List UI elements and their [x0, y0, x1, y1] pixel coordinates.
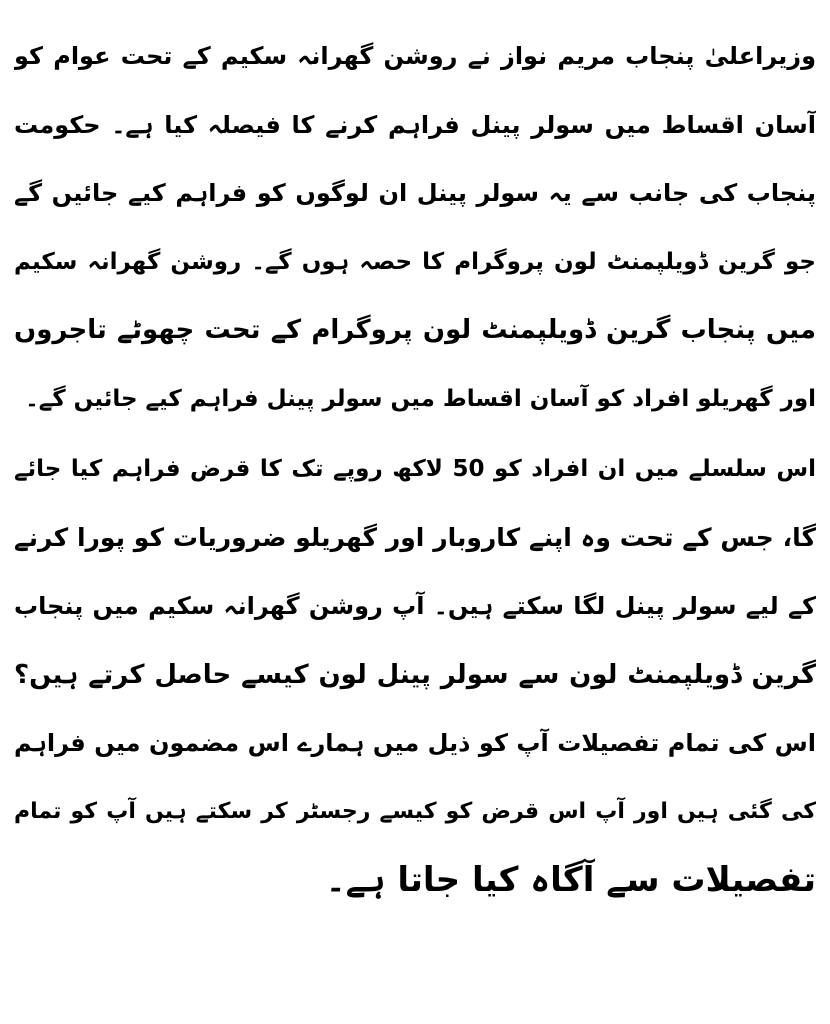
text-line: وزیراعلیٰ پنجاب مریم نواز نے روشن گھرانہ سکیم کے تحت عوام کو — [14, 42, 816, 70]
text-line: پنجاب کی جانب سے یہ سولر پینل ان لوگوں کو فراہم کیے جائیں گے — [14, 179, 816, 207]
text-line: جو گرین ڈویلپمنٹ لون پروگرام کا حصہ ہوں گے۔ روشن گھرانہ سکیم — [14, 248, 816, 275]
paragraph-2 — [14, 435, 816, 915]
text-line: میں پنجاب گرین ڈویلپمنٹ لون پروگرام کے تحت چھوٹے تاجروں — [14, 315, 816, 345]
text-line: تفصیلات سے آگاہ کیا جاتا ہے۔ — [325, 860, 816, 900]
text-line: اور گھریلو افراد کو آسان اقساط میں سولر پینل فراہم کیے جائیں گے۔ — [25, 385, 816, 412]
text-line: گرین ڈویلپمنٹ لون سے سولر پینل لون کیسے حاصل کرتے ہیں؟ — [14, 659, 816, 690]
article-body — [14, 22, 816, 915]
text-line: اس کی تمام تفصیلات آپ کو ذیل میں ہمارے اس مضمون میں فراہم — [14, 729, 816, 757]
paragraph-1 — [14, 22, 816, 433]
text-line: اس سلسلے میں ان افراد کو 50 لاکھ روپے تک کا قرض فراہم کیا جائے — [14, 456, 816, 482]
text-line: کے لیے سولر پینل لگا سکتے ہیں۔ آپ روشن گھرانہ سکیم میں پنجاب — [14, 592, 816, 620]
text-line: کی گئی ہیں اور آپ اس قرض کو کیسے رجسٹر کر سکتے ہیں آپ کو تمام — [14, 798, 816, 824]
text-line: آسان اقساط میں سولر پینل فراہم کرنے کا فیصلہ کیا ہے۔ حکومت — [14, 110, 816, 139]
text-line: گا، جس کے تحت وہ اپنے کاروبار اور گھریلو ضروریات کو پورا کرنے — [14, 522, 816, 552]
